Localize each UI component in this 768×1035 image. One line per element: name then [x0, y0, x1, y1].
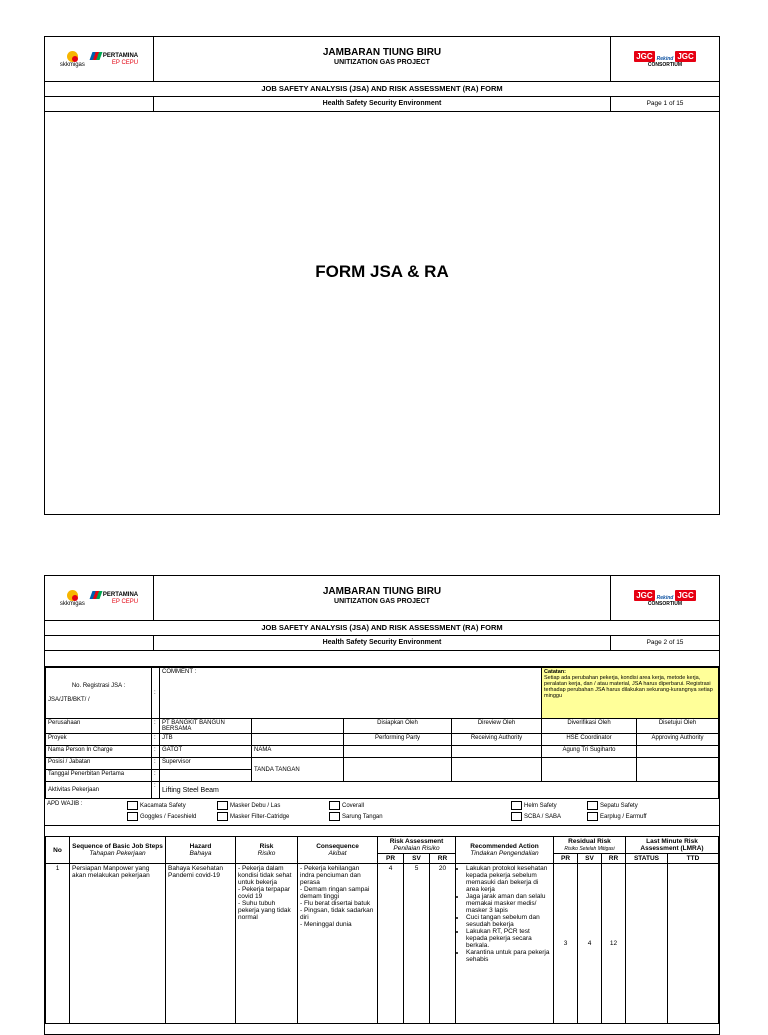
page-header	[45, 576, 719, 621]
project-subtitle: UNITIZATION GAS PROJECT	[334, 598, 430, 605]
lmra-signature[interactable]	[668, 864, 719, 1024]
skkmigas-logo: skkmigas	[60, 590, 85, 607]
ppe-checkbox[interactable]: Masker Debu / Las	[217, 801, 280, 810]
activity-value[interactable]: Lifting Steel Beam	[160, 782, 719, 799]
pertamina-logo: PERTAMINA EP CEPU	[91, 591, 138, 605]
client-logos	[45, 576, 154, 620]
form-title: JOB SAFETY ANALYSIS (JSA) AND RISK ASSESSMENT (RA) FORM	[45, 82, 719, 97]
recommended-actions: • Lakukan protokol kesehatan kepada pekerja sebelum memasuki dan bekerja di area kerja • Jaga jarak aman dan selalu memakai masker medis/ masker 3 lapis • Cuci tangan sebelum dan sesudah bekerja • Lakukan RT, PCR test kepada pekerja secara berkala. • Karantina untuk para pekerja sehabis	[458, 865, 551, 963]
consortium-logo: JGC Rekind JGC CONSORTIUM	[610, 576, 719, 620]
page-number: Page 1 of 15	[610, 97, 719, 111]
table-row: 1 Persiapan Manpower yang akan melakukan pekerjaan Bahaya Kesehatan Pandemi covid-19 - Pekerja dalam kondisi tidak sehat untuk bekerja - Pekerja terpapar covid 19 - Suhu tubuh pekerja yang tidak normal - Pekerja kehilangan indra penciuman dan perasa - Demam ringan sampai demam tinggi - Flu berat disertai batuk - Pingsan, tidak sadarkan diri - Meninggal dunia 4 5 20 • Lakukan protokol kesehatan kepada pekerja sebelum memasuki dan bekerja di area kerja • Jaga jarak aman dan selalu memakai masker medis/ masker 3 lapis • Cuci tangan sebelum dan sesudah bekerja • Lakukan RT, PCR test kepada pekerja secara berkala. • Karantina untuk para pekerja sehabis 3 4 12	[46, 864, 719, 1024]
page-header	[45, 37, 719, 82]
ppe-section: APD WAJIB : Kacamata Safety Goggles / Faceshield Masker Debu / Las Masker Filter-Catridge Coverall Sarung Tangan Helm Safety SCBA / SABA Sepatu Safety Earplug / Earmuff	[45, 799, 719, 826]
ppe-checkbox[interactable]: Masker Filter-Catridge	[217, 812, 289, 821]
form-page-1	[44, 36, 720, 515]
consortium-logo: JGC Rekind JGC CONSORTIUM	[610, 37, 719, 81]
form-page-2	[44, 575, 720, 1035]
ppe-checkbox[interactable]: Sepatu Safety	[587, 801, 638, 810]
ppe-checkbox[interactable]: Sarung Tangan	[329, 812, 383, 821]
project-title: JAMBARAN TIUNG BIRU	[322, 47, 442, 58]
position-value[interactable]: Supervisor	[160, 758, 252, 770]
company-value[interactable]: PT BANGKIT BANGUN BERSAMA	[160, 719, 252, 734]
department: Health Safety Security Environment	[322, 639, 442, 646]
ppe-checkbox[interactable]: Coverall	[329, 801, 364, 810]
registration-label: No. Registrasi JSA :	[71, 683, 126, 689]
ppe-checkbox[interactable]: SCBA / SABA	[511, 812, 561, 821]
ppe-checkbox[interactable]: Earplug / Earmuff	[587, 812, 647, 821]
project-value[interactable]: JTB	[160, 734, 252, 746]
project-title: JAMBARAN TIUNG BIRU	[322, 586, 442, 597]
department: Health Safety Security Environment	[322, 100, 442, 107]
cover-title: FORM JSA & RA	[315, 262, 449, 281]
ppe-checkbox[interactable]: Kacamata Safety	[127, 801, 186, 810]
jsa-table: No Sequence of Basic Job Steps Tahapan Pekerjaan Hazard Bahaya Risk Risiko Consequence Akibat Risk Assessment Penilaian Risiko Recommended Action Tindakan Pengendalian Residual Risk Risiko Setelah Mitigasi Last Minute Risk Assessment (LMRA) PR SV RR PR SV RR STATUS TTD 1 Persiapan Manpower yang akan melakukan pekerjaan Bahaya Kesehatan Pandemi covid-19 - Pekerja dalam kondisi tidak sehat untuk bekerja - Pekerja terpapar covid 19 - Suhu tubuh pekerja yang tidak normal - Pekerja kehilangan indra penciuman dan perasa - Demam ringan sampai demam tinggi - Flu berat disertai batuk - Pingsan, tidak sadarkan diri - Meninggal dunia 4 5 20 • Lakukan protokol kesehatan kepada pekerja sebelum memasuki dan bekerja di area kerja • Jaga jarak aman dan selalu memakai masker medis/ masker 3 lapis • Cuci tangan sebelum dan sesudah bekerja • Lakukan RT, PCR test kepada pekerja secara berkala. • Karantina untuk para pekerja sehabis 3 4 12	[45, 836, 719, 1024]
ppe-checkbox[interactable]: Goggles / Faceshield	[127, 812, 196, 821]
pertamina-logo: PERTAMINA EP CEPU	[91, 52, 138, 66]
skkmigas-logo: skkmigas	[60, 51, 85, 68]
form-title: JOB SAFETY ANALYSIS (JSA) AND RISK ASSESSMENT (RA) FORM	[45, 621, 719, 636]
comment-field[interactable]: COMMENT :	[160, 668, 542, 719]
lmra-status[interactable]	[626, 864, 668, 1024]
page-number: Page 2 of 15	[610, 636, 719, 650]
project-subtitle: UNITIZATION GAS PROJECT	[334, 59, 430, 66]
jsa-info-table: No. Registrasi JSA : JSA/JTB/BKT/ / : COMMENT : Catatan: Setiap ada perubahan pekerja, kondisi area kerja, metode kerja, peralatan kerja, dan / atau material, JSA harus diperbarui. Registrasi terhadap perubahan JSA harus dilakukan sekurang-kurangnya setiap minggu Perusahaan : PT BANGKIT BANGUN BERSAMA Disiapkan Oleh Direview Oleh Diverifikasi Oleh Disetujui Oleh Proyek : JTB Performing Party Receiving Authority HSE Coordinator Approving Authority Nama Person In Charge : GATOT NAMA Agung Tri Sugiharto Posisi / Jabatan : Supervisor TANDA TANGAN Tanggal Penerbitan Pertama : Aktivitas Pekerjaan : Lifting Steel Beam	[45, 667, 719, 799]
registration-value[interactable]: JSA/JTB/BKT/ /	[48, 697, 90, 703]
note-box: Catatan: Setiap ada perubahan pekerja, kondisi area kerja, metode kerja, peralatan kerja, dan / atau material, JSA harus diperbarui. Registrasi terhadap perubahan JSA harus dilakukan sekurang-kurangnya setiap minggu	[542, 668, 719, 719]
client-logos	[45, 37, 154, 81]
ppe-checkbox[interactable]: Helm Safety	[511, 801, 557, 810]
pic-value[interactable]: GATOT	[160, 746, 252, 758]
